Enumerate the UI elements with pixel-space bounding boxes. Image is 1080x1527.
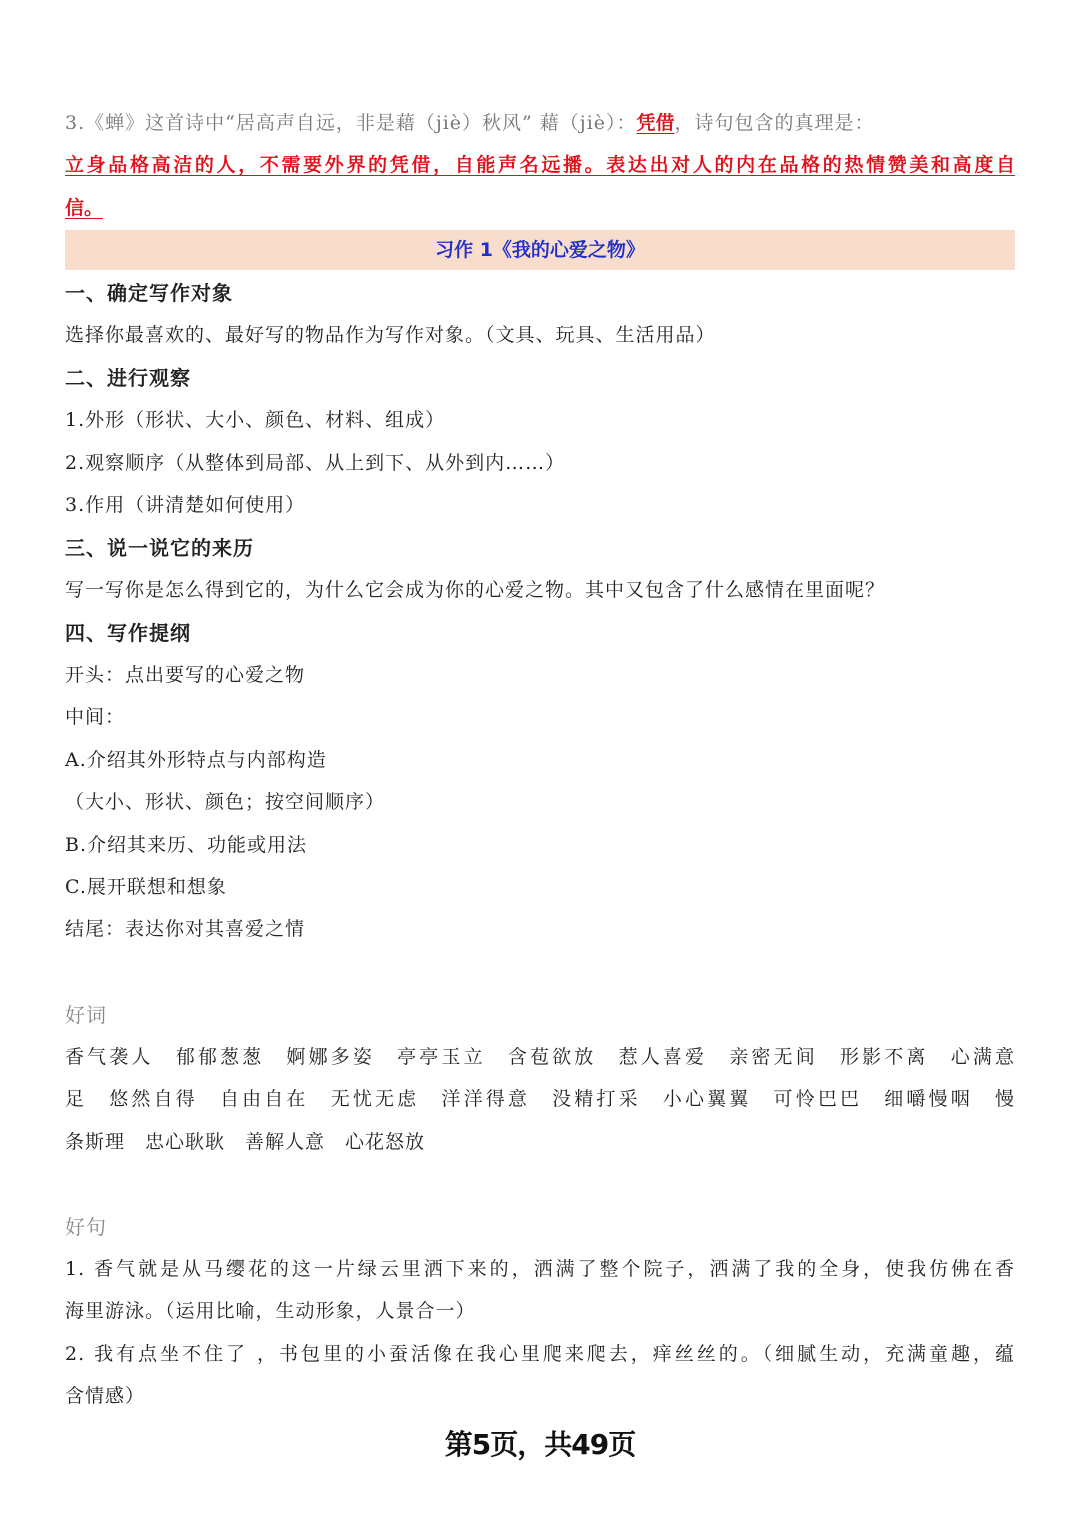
good-sentence1-line1: 1. 香气就是从马缨花的这一片绿云里洒下来的，洒满了整个院子，洒满了我的全身，使我仿佛在香	[65, 1258, 1015, 1280]
poem-note-line1	[65, 108, 1015, 138]
outline-a-note: （大小、形状、颜色；按空间顺序）	[65, 791, 386, 813]
good-sentence2-line2: 含情感）	[65, 1385, 146, 1407]
outline-middle: 中间：	[65, 706, 126, 728]
composition-banner: 习作 1《我的心爱之物》	[65, 230, 1015, 270]
outline-end: 结尾：表达你对其喜爱之情	[65, 918, 306, 940]
good-sentence1-line2: 海里游泳。（运用比喻，生动形象，人景合一）	[65, 1300, 476, 1322]
good-words-line3: 条斯理 忠心耿耿 善解人意 心花怒放	[65, 1131, 426, 1153]
good-words-line1: 香气袭人 郁郁葱葱 婀娜多姿 亭亭玉立 含苞欲放 惹人喜爱 亲密无间 形影不离 心满意	[65, 1046, 1015, 1068]
good-sentences-label: 好句	[65, 1215, 107, 1239]
outline-a: A.介绍其外形特点与内部构造	[65, 749, 327, 771]
section3-text: 写一写你是怎么得到它的，为什么它会成为你的心爱之物。其中又包含了什么感情在里面呢？	[65, 579, 886, 601]
section1-text: 选择你最喜欢的、最好写的物品作为写作对象。（文具、玩具、生活用品）	[65, 324, 716, 346]
section3-heading: 三、说一说它的来历	[65, 536, 254, 560]
poem-note-suffix: ，诗句包含的真理是：	[674, 112, 875, 134]
poem-note-prefix: 3.《蝉》这首诗中“居高声自远，非是藉（jiè）秋风” 藉（jiè）：	[65, 112, 637, 134]
good-sentence2-line1: 2. 我有点坐不住了 ，书包里的小蚕活像在我心里爬来爬去，痒丝丝的。（细腻生动，充满童趣，蕴	[65, 1343, 1015, 1365]
poem-note-keyword: 凭借	[636, 112, 675, 134]
outline-start: 开头：点出要写的心爱之物	[65, 664, 306, 686]
section1-heading: 一、确定写作对象	[65, 281, 233, 305]
section2-heading: 二、进行观察	[65, 366, 191, 390]
section4-heading: 四、写作提纲	[65, 621, 191, 645]
good-words-label: 好词	[65, 1003, 107, 1027]
outline-b: B.介绍其来历、功能或用法	[65, 834, 308, 856]
section2-item3: 3.作用（讲清楚如何使用）	[65, 494, 306, 516]
good-words-line2: 足 悠然自得 自由自在 无忧无虑 洋洋得意 没精打采 小心翼翼 可怜巴巴 细嚼慢咽 慢	[65, 1088, 1015, 1110]
poem-answer-line2: 信。	[65, 197, 104, 219]
section2-item2: 2.观察顺序（从整体到局部、从上到下、从外到内……）	[65, 452, 566, 474]
page-indicator: 第5页，共49页	[444, 1428, 636, 1461]
section2-item1: 1.外形（形状、大小、颜色、材料、组成）	[65, 409, 446, 431]
outline-c: C.展开联想和想象	[65, 876, 227, 898]
poem-answer-line1: 立身品格高洁的人，不需要外界的凭借，自能声名远播。表达出对人的内在品格的热情赞美和高度自	[65, 154, 1015, 176]
